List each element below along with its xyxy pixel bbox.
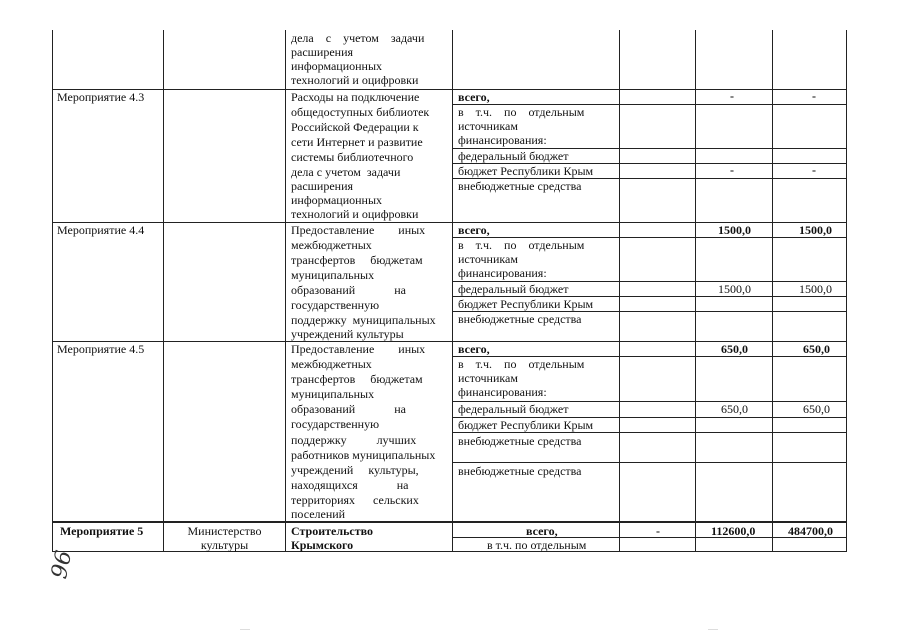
source-total: всего, bbox=[458, 90, 490, 104]
table-col-divider bbox=[163, 30, 164, 552]
activity-name-line: межбюджетных bbox=[291, 238, 372, 252]
source-crimea: бюджет Республики Крым bbox=[458, 297, 594, 311]
source-crimea: бюджет Республики Крым bbox=[458, 164, 594, 178]
activity-name-line: Крымского bbox=[291, 538, 354, 552]
subrow-divider bbox=[452, 462, 847, 463]
activity-label: Мероприятие 4.4 bbox=[57, 223, 145, 237]
value-total-col2: 1500,0 bbox=[799, 223, 832, 237]
activity-name-line: дела с учетом задачи bbox=[291, 31, 425, 45]
source-intro-line: источникам bbox=[458, 371, 518, 385]
source-intro-line: в т.ч. по отдельным bbox=[458, 105, 585, 119]
value-total-col0: - bbox=[656, 524, 660, 538]
source-intro-line: финансирования: bbox=[458, 385, 547, 399]
value-total-col1: 112600,0 bbox=[711, 524, 756, 538]
source-crimea: бюджет Республики Крым bbox=[458, 418, 594, 432]
executor-line: культуры bbox=[200, 538, 249, 552]
activity-name-line: Предоставление иных bbox=[291, 342, 426, 356]
activity-name-line: расширения bbox=[291, 179, 354, 193]
source-extrabudget: внебюджетные средства bbox=[458, 464, 582, 478]
row-divider bbox=[52, 521, 847, 523]
page-number: 96 bbox=[47, 548, 78, 581]
activity-name-line: межбюджетных bbox=[291, 357, 372, 371]
activity-name-line: Российской Федерации к bbox=[291, 120, 419, 134]
activity-name-line: учреждений культуры bbox=[291, 327, 404, 341]
activity-name-line: находящихся на bbox=[291, 478, 409, 492]
source-total: всего, bbox=[458, 342, 490, 356]
activity-name-line: общедоступных библиотек bbox=[291, 105, 430, 119]
activity-name-line: расширения bbox=[291, 45, 354, 59]
source-federal: федеральный бюджет bbox=[458, 402, 569, 416]
activity-name-line: трансфертов бюджетам bbox=[291, 253, 423, 267]
table-col-divider bbox=[619, 30, 620, 552]
activity-name-line: образований на bbox=[291, 402, 406, 416]
executor-line: Министерство bbox=[187, 524, 262, 538]
activity-name-line: Строительство bbox=[291, 524, 374, 538]
value-total-col1: 1500,0 bbox=[718, 223, 751, 237]
source-extrabudget: внебюджетные средства bbox=[458, 179, 582, 193]
source-intro-line: в т.ч. по отдельным bbox=[458, 357, 585, 371]
scan-artifact-line bbox=[708, 629, 718, 630]
source-intro-line: в т.ч. по отдельным bbox=[487, 538, 587, 552]
source-intro-line: финансирования: bbox=[458, 266, 547, 280]
activity-name-line: поддержку лучших bbox=[291, 433, 417, 447]
activity-name-line: поддержку муниципальных bbox=[291, 313, 436, 327]
activity-name-line: дела с учетом задачи bbox=[291, 165, 401, 179]
value-federal-col1: 650,0 bbox=[721, 402, 748, 416]
value-total-col2: 484700,0 bbox=[788, 524, 833, 538]
activity-name-line: государственную bbox=[291, 417, 380, 431]
table-border-right bbox=[846, 30, 847, 552]
activity-name-line: муниципальных bbox=[291, 387, 375, 401]
activity-name-line: технологий и оцифровки bbox=[291, 73, 419, 87]
value-total-col1: 650,0 bbox=[721, 342, 748, 356]
source-extrabudget: внебюджетные средства bbox=[458, 434, 582, 448]
table-col-divider bbox=[452, 30, 453, 552]
activity-name-line: образований на bbox=[291, 283, 406, 297]
table-col-divider bbox=[285, 30, 286, 552]
value-crimea-col1: - bbox=[730, 163, 734, 177]
source-intro-line: финансирования: bbox=[458, 133, 547, 147]
activity-name-line: государственную bbox=[291, 298, 380, 312]
activity-name-line: трансфертов бюджетам bbox=[291, 372, 423, 386]
activity-label: Мероприятие 5 bbox=[60, 524, 144, 538]
activity-name-line: Предоставление иных bbox=[291, 223, 426, 237]
activity-name-line: Расходы на подключение bbox=[291, 90, 420, 104]
activity-name-line: территориях сельских bbox=[291, 493, 419, 507]
scan-artifact-line bbox=[240, 629, 250, 630]
activity-name-line: учреждений культуры, bbox=[291, 463, 419, 477]
value-total-col2: - bbox=[812, 89, 816, 103]
activity-name-line: системы библиотечного bbox=[291, 150, 414, 164]
activity-name-line: муниципальных bbox=[291, 268, 375, 282]
value-crimea-col2: - bbox=[812, 163, 816, 177]
table-col-divider bbox=[772, 30, 773, 552]
source-intro-line: в т.ч. по отдельным bbox=[458, 238, 585, 252]
activity-name-line: сети Интернет и развитие bbox=[291, 135, 423, 149]
value-federal-col2: 650,0 bbox=[803, 402, 830, 416]
source-intro-line: источникам bbox=[458, 252, 518, 266]
activity-name-line: работников муниципальных bbox=[291, 448, 436, 462]
table-border-left bbox=[52, 30, 53, 552]
source-federal: федеральный бюджет bbox=[458, 282, 569, 296]
value-federal-col2: 1500,0 bbox=[799, 282, 832, 296]
source-total: всего, bbox=[526, 524, 558, 538]
activity-label: Мероприятие 4.5 bbox=[57, 342, 145, 356]
value-total-col2: 650,0 bbox=[803, 342, 830, 356]
table-col-divider bbox=[695, 30, 696, 552]
activity-name-line: поселений bbox=[291, 507, 346, 521]
activity-name-line: информационных bbox=[291, 59, 383, 73]
source-total: всего, bbox=[458, 223, 490, 237]
activity-label: Мероприятие 4.3 bbox=[57, 90, 145, 104]
value-federal-col1: 1500,0 bbox=[718, 282, 751, 296]
activity-name-line: информационных bbox=[291, 193, 383, 207]
value-total-col1: - bbox=[730, 89, 734, 103]
source-intro-line: источникам bbox=[458, 119, 518, 133]
source-federal: федеральный бюджет bbox=[458, 149, 569, 163]
source-extrabudget: внебюджетные средства bbox=[458, 312, 582, 326]
activity-name-line: технологий и оцифровки bbox=[291, 207, 419, 221]
